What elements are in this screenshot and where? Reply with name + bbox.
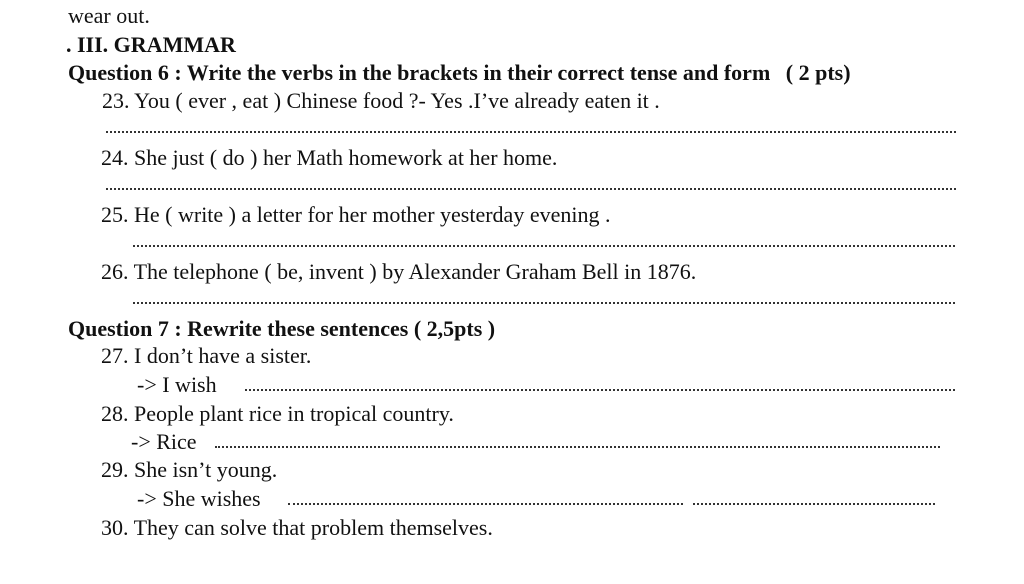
answer-line[interactable] — [245, 389, 955, 391]
question-6-title — [68, 60, 851, 86]
question-item: 25. He ( write ) a letter for her mother yesterday evening . — [101, 202, 611, 227]
question-item: 30. They can solve that problem themselves. — [101, 515, 493, 540]
answer-line[interactable] — [133, 302, 955, 304]
text-fragment: wear out. — [68, 3, 150, 28]
question-7-title: Question 7 : Rewrite these sentences ( 2,5pts ) — [68, 316, 496, 341]
question-6-text: Question 6 : Write the verbs in the brackets in their correct tense and form — [68, 60, 771, 85]
answer-line[interactable] — [693, 503, 935, 505]
answer-line[interactable] — [106, 188, 956, 190]
question-item: 24. She just ( do ) her Math homework at her home. — [101, 145, 558, 170]
answer-line[interactable] — [215, 446, 940, 448]
rewrite-prompt: -> She wishes — [137, 486, 261, 511]
section-title: . III. GRAMMAR — [66, 32, 236, 57]
question-6-points: ( 2 pts) — [785, 60, 851, 85]
question-item: 29. She isn’t young. — [101, 457, 278, 482]
answer-line[interactable] — [106, 131, 956, 133]
rewrite-prompt: -> Rice — [131, 429, 197, 454]
rewrite-prompt: -> I wish — [137, 372, 217, 397]
question-item: 28. People plant rice in tropical country. — [101, 401, 454, 426]
question-item: 27. I don’t have a sister. — [101, 343, 312, 368]
answer-line[interactable] — [133, 245, 955, 247]
answer-line[interactable] — [288, 503, 683, 505]
question-item: 26. The telephone ( be, invent ) by Alexander Graham Bell in 1876. — [101, 259, 697, 284]
question-item: 23. You ( ever , eat ) Chinese food ?- Yes .I’ve already eaten it . — [102, 88, 660, 113]
